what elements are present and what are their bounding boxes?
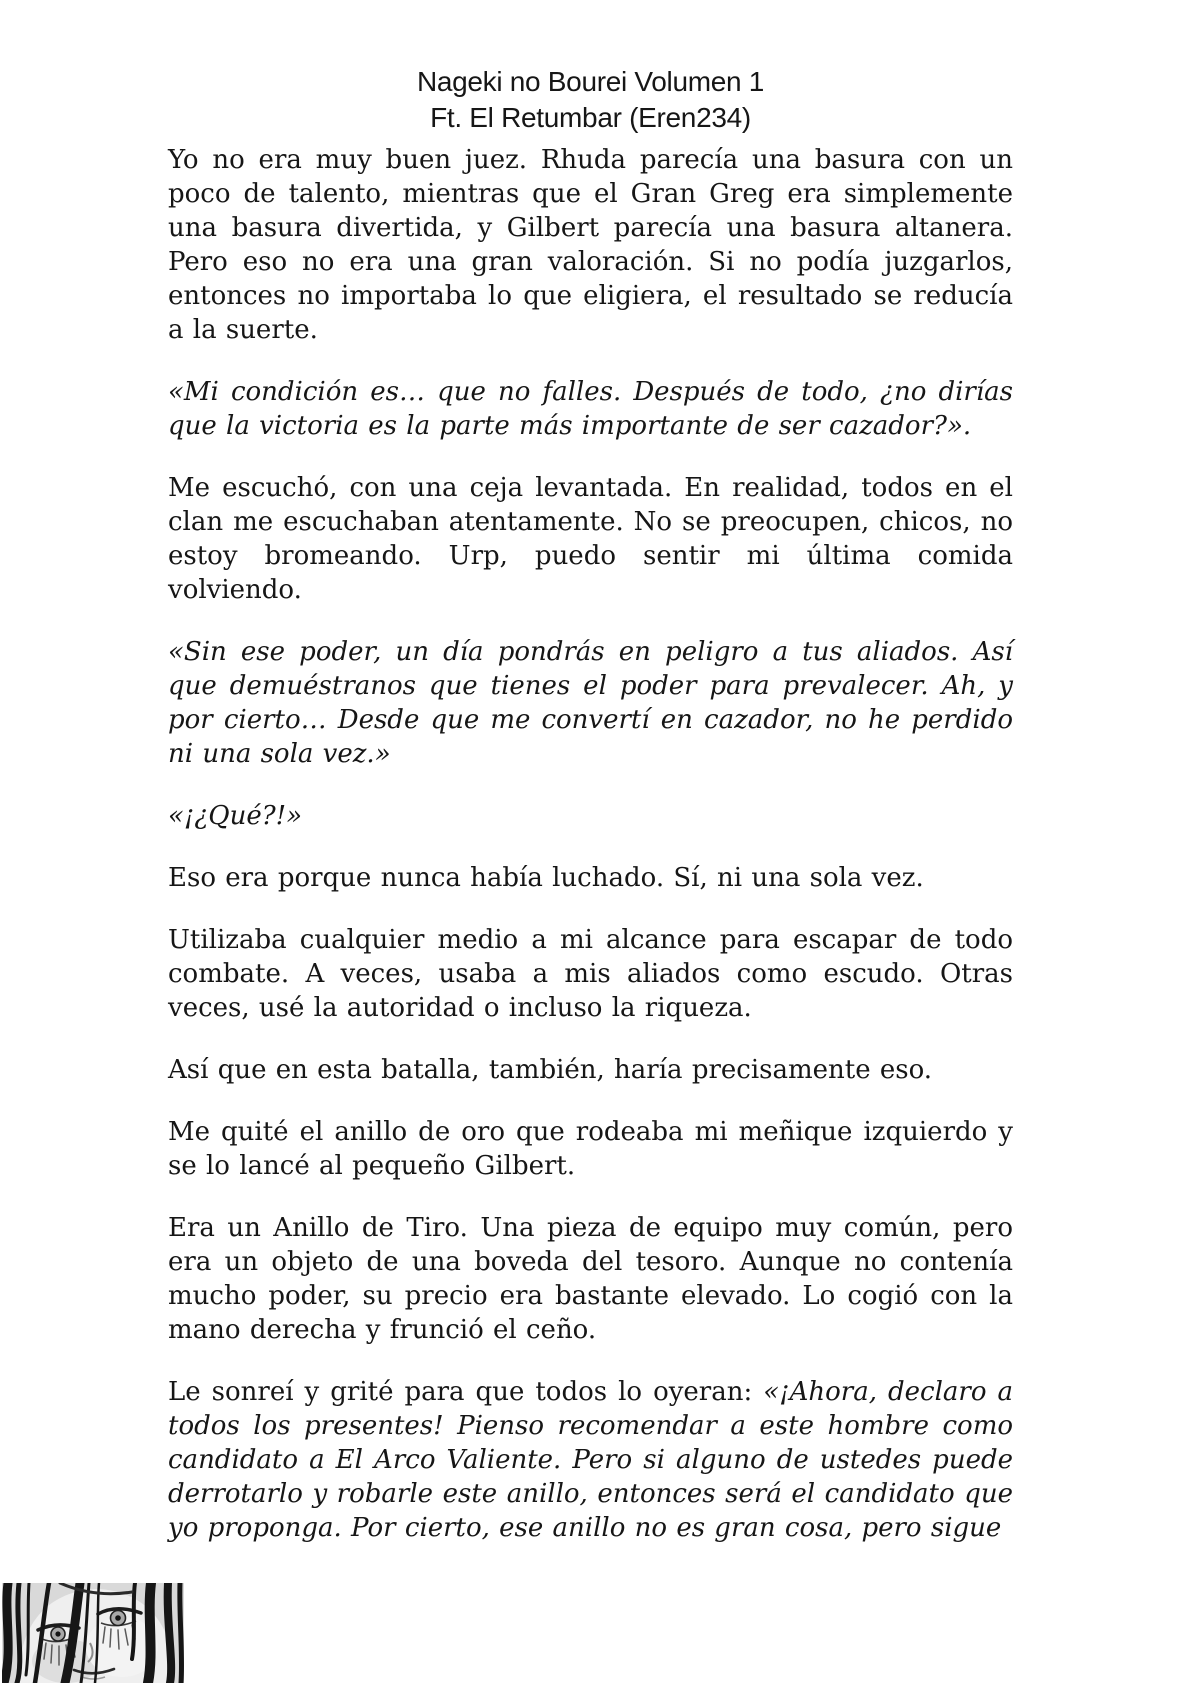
paragraph: Eso era porque nunca había luchado. Sí, ni una sola vez.: [168, 863, 924, 893]
document-body: [168, 143, 1013, 1545]
paragraph: Utilizaba cualquier medio a mi alcance para escapar de todo combate. A veces, usaba a mis aliados como escudo. Otras veces, usé la autoridad o incluso la riqueza.: [168, 925, 1013, 1023]
paragraph-quote: «Sin ese poder, un día pondrás en peligro a tus aliados. Así que demuéstranos que tienes el poder para prevalecer. Ah, y por cierto… Desde que me convertí en cazador, no he perdido ni una sola vez.»: [168, 637, 1013, 769]
paragraph-lead: Le sonreí y grité para que todos lo oyeran:: [168, 1377, 764, 1407]
manga-face-drawing: [2, 1583, 184, 1683]
paragraph-quote: «¡Ahora, declaro a todos los presentes! Pienso recomendar a este hombre como candidato a El Arco Valiente. Pero si alguno de ustedes puede derrotarlo y robarle este anillo, entonces será el candidato que yo proponga. Por cierto, ese anillo no es gran cosa, pero sigue: [168, 1377, 1014, 1543]
paragraph: Era un Anillo de Tiro. Una pieza de equipo muy común, pero era un objeto de una boveda del tesoro. Aunque no contenía mucho poder, su precio era bastante elevado. Lo cogió con la mano derecha y frunció el ceño.: [168, 1213, 1013, 1345]
paragraph-quote: «Mi condición es… que no falles. Después de todo, ¿no dirías que la victoria es la parte más importante de ser cazador?».: [168, 377, 1013, 441]
paragraph: Así que en esta batalla, también, haría precisamente eso.: [168, 1055, 933, 1085]
paragraph: Me quité el anillo de oro que rodeaba mi meñique izquierdo y se lo lancé al pequeño Gilbert.: [168, 1117, 1013, 1181]
paragraph-mixed: [168, 1375, 1013, 1545]
paragraph: Me escuchó, con una ceja levantada. En realidad, todos en el clan me escuchaban atentamente. No se preocupen, chicos, no estoy bromeando. Urp, puedo sentir mi última comida volviendo.: [168, 473, 1013, 605]
paragraph: Yo no era muy buen juez. Rhuda parecía una basura con un poco de talento, mientras que el Gran Greg era simplemente una basura divertida, y Gilbert parecía una basura altanera. Pero eso no era una gran valoración. Si no podía juzgarlos, entonces no importaba lo que eligiera, el resultado se reducía a la suerte.: [168, 145, 1013, 345]
manga-face-illustration: [2, 1583, 184, 1683]
document-title: Nageki no Bourei Volumen 1: [416, 66, 765, 97]
paragraph-quote: «¡¿Qué?!»: [168, 801, 303, 831]
document-subtitle: Ft. El Retumbar (Eren234): [430, 102, 751, 133]
text-column: [168, 64, 1013, 1573]
